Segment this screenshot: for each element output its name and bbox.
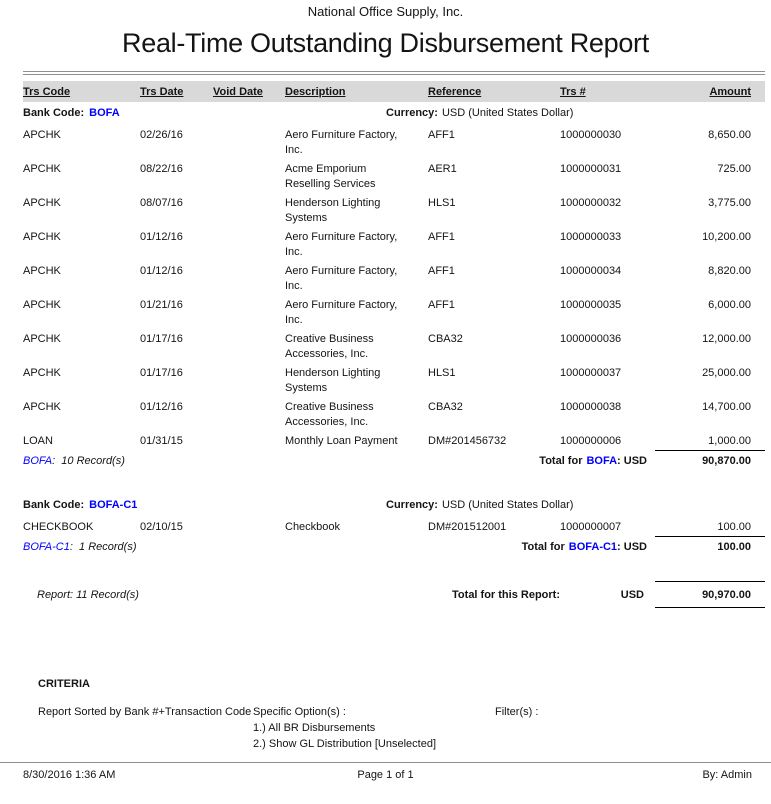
bank-group xyxy=(23,494,765,553)
cell-reference: HLS1 xyxy=(428,367,456,379)
cell-void-date xyxy=(213,264,285,294)
criteria-option: 2.) Show GL Distribution [Unselected] xyxy=(253,738,437,750)
cell-trs-number: 1000000037 xyxy=(560,367,622,379)
cell-trs-number: 1000000036 xyxy=(560,333,622,345)
subtotal-amount: 90,870.00 xyxy=(655,450,765,467)
currency-label: Currency: xyxy=(386,499,438,511)
cell-amount: 10,200.00 xyxy=(702,231,751,243)
company-name: National Office Supply, Inc. xyxy=(307,4,464,19)
criteria-sort-description: Report Sorted by Bank #+Transaction Code xyxy=(38,706,252,718)
cell-trs-date: 02/10/15 xyxy=(140,521,183,533)
cell-void-date xyxy=(213,520,285,535)
cell-trs-code: APCHK xyxy=(23,401,61,413)
transaction-row xyxy=(23,260,765,294)
cell-amount: 1,000.00 xyxy=(708,435,751,447)
cell-trs-date: 01/31/15 xyxy=(140,435,183,447)
cell-void-date xyxy=(213,162,285,192)
cell-reference: HLS1 xyxy=(428,197,456,209)
cell-trs-code: CHECKBOOK xyxy=(23,521,94,533)
transaction-row xyxy=(23,362,765,396)
cell-trs-date: 08/22/16 xyxy=(140,163,183,175)
cell-description: Aero Furniture Factory, Inc. xyxy=(285,231,398,258)
column-header-amount[interactable]: Amount xyxy=(709,85,751,98)
cell-description: Henderson Lighting Systems xyxy=(285,367,381,394)
footer-page-number: Page 1 of 1 xyxy=(357,769,414,781)
subtotal-amount: 100.00 xyxy=(655,536,765,553)
cell-description: Creative Business Accessories, Inc. xyxy=(285,333,374,360)
bank-subtotal-row xyxy=(23,536,765,553)
column-header-void-date[interactable]: Void Date xyxy=(213,85,263,98)
page-footer xyxy=(0,762,771,781)
criteria-specific-options xyxy=(253,704,495,752)
cell-description: Creative Business Accessories, Inc. xyxy=(285,401,374,428)
bank-code-link[interactable]: BOFA-C1 xyxy=(89,499,138,511)
cell-reference: DM#201512001 xyxy=(428,521,507,533)
cell-void-date xyxy=(213,128,285,158)
transaction-row xyxy=(23,516,765,535)
cell-description: Aero Furniture Factory, Inc. xyxy=(285,129,398,156)
subtotal-total-suffix: : USD xyxy=(617,455,647,467)
cell-amount: 8,820.00 xyxy=(708,265,751,277)
cell-trs-code: APCHK xyxy=(23,367,61,379)
report-total-amount: 90,970.00 xyxy=(655,581,765,608)
table-header-row xyxy=(23,81,765,102)
column-header-trs-code[interactable]: Trs Code xyxy=(23,85,71,98)
cell-trs-number: 1000000035 xyxy=(560,299,622,311)
cell-reference: CBA32 xyxy=(428,401,463,413)
cell-trs-code: APCHK xyxy=(23,163,61,175)
transaction-rows xyxy=(23,516,765,535)
cell-description: Henderson Lighting Systems xyxy=(285,197,381,224)
transaction-row xyxy=(23,158,765,192)
cell-void-date xyxy=(213,434,285,449)
cell-void-date xyxy=(213,332,285,362)
cell-amount: 3,775.00 xyxy=(708,197,751,209)
cell-amount: 25,000.00 xyxy=(702,367,751,379)
subtotal-total-prefix: Total for xyxy=(539,455,583,467)
cell-trs-code: APCHK xyxy=(23,299,61,311)
cell-amount: 8,650.00 xyxy=(708,129,751,141)
transaction-row xyxy=(23,294,765,328)
cell-description: Checkbook xyxy=(285,521,341,533)
cell-amount: 14,700.00 xyxy=(702,401,751,413)
title-divider xyxy=(23,71,765,75)
cell-trs-date: 01/12/16 xyxy=(140,401,183,413)
subtotal-total-bank-code[interactable]: BOFA xyxy=(586,455,618,467)
cell-amount: 100.00 xyxy=(717,521,751,533)
cell-reference: DM#201456732 xyxy=(428,435,507,447)
cell-trs-number: 1000000034 xyxy=(560,265,622,277)
cell-void-date xyxy=(213,298,285,328)
subtotal-record-count: : 1 Record(s) xyxy=(69,541,137,553)
cell-trs-number: 1000000006 xyxy=(560,435,622,447)
cell-reference: CBA32 xyxy=(428,333,463,345)
cell-description: Acme Emporium Reselling Services xyxy=(285,163,376,190)
report-total-currency: USD xyxy=(620,589,644,601)
currency-value: USD (United States Dollar) xyxy=(441,107,574,119)
cell-amount: 12,000.00 xyxy=(702,333,751,345)
footer-user: By: Admin xyxy=(702,769,752,781)
transaction-row xyxy=(23,328,765,362)
cell-amount: 6,000.00 xyxy=(708,299,751,311)
cell-void-date xyxy=(213,366,285,396)
cell-description: Aero Furniture Factory, Inc. xyxy=(285,265,398,292)
bank-groups xyxy=(23,102,765,553)
column-header-trs-date[interactable]: Trs Date xyxy=(140,85,184,98)
column-header-trs-number[interactable]: Trs # xyxy=(560,85,586,98)
bank-group xyxy=(23,102,765,467)
transaction-row xyxy=(23,226,765,260)
cell-trs-code: APCHK xyxy=(23,265,61,277)
cell-trs-date: 02/26/16 xyxy=(140,129,183,141)
cell-reference: AFF1 xyxy=(428,265,455,277)
currency-label: Currency: xyxy=(386,107,438,119)
transaction-rows xyxy=(23,124,765,449)
bank-code-link[interactable]: BOFA xyxy=(89,107,120,119)
subtotal-total-bank-code[interactable]: BOFA-C1 xyxy=(568,541,618,553)
subtotal-record-count: : 10 Record(s) xyxy=(52,455,125,467)
cell-trs-date: 01/17/16 xyxy=(140,367,183,379)
column-header-reference[interactable]: Reference xyxy=(428,85,482,98)
cell-trs-number: 1000000007 xyxy=(560,521,622,533)
bank-subtotal-row xyxy=(23,450,765,467)
cell-void-date xyxy=(213,230,285,260)
transaction-row xyxy=(23,192,765,226)
cell-trs-date: 08/07/16 xyxy=(140,197,183,209)
footer-datetime: 8/30/2016 1:36 AM xyxy=(23,769,116,781)
cell-trs-code: APCHK xyxy=(23,231,61,243)
cell-trs-date: 01/21/16 xyxy=(140,299,183,311)
cell-reference: AFF1 xyxy=(428,231,455,243)
criteria-filters-label: Filter(s) : xyxy=(495,706,539,718)
cell-reference: AFF1 xyxy=(428,129,455,141)
subtotal-total-prefix: Total for xyxy=(521,541,565,553)
cell-void-date xyxy=(213,196,285,226)
report-title: Real-Time Outstanding Disbursement Report xyxy=(122,28,649,58)
cell-trs-number: 1000000033 xyxy=(560,231,622,243)
report-total-row xyxy=(23,581,765,608)
transaction-row xyxy=(23,396,765,430)
cell-trs-number: 1000000032 xyxy=(560,197,622,209)
cell-reference: AER1 xyxy=(428,163,457,175)
subtotal-total-suffix: : USD xyxy=(617,541,647,553)
criteria-section xyxy=(23,678,765,752)
criteria-option: 1.) All BR Disbursements xyxy=(253,722,376,734)
cell-reference: AFF1 xyxy=(428,299,455,311)
cell-description: Aero Furniture Factory, Inc. xyxy=(285,299,398,326)
transaction-row xyxy=(23,124,765,158)
cell-amount: 725.00 xyxy=(717,163,751,175)
cell-trs-date: 01/12/16 xyxy=(140,231,183,243)
criteria-heading: CRITERIA xyxy=(38,678,90,690)
subtotal-bank-code[interactable]: BOFA xyxy=(23,455,53,467)
column-header-description[interactable]: Description xyxy=(285,85,346,98)
bank-code-label: Bank Code: xyxy=(23,499,85,511)
cell-trs-date: 01/17/16 xyxy=(140,333,183,345)
cell-trs-number: 1000000031 xyxy=(560,163,622,175)
cell-trs-code: APCHK xyxy=(23,197,61,209)
report-total-label: Total for this Report: xyxy=(452,589,560,601)
report-record-count: Report: 11 Record(s) xyxy=(37,589,139,601)
cell-void-date xyxy=(213,400,285,430)
subtotal-bank-code[interactable]: BOFA-C1 xyxy=(23,541,70,553)
cell-trs-code: APCHK xyxy=(23,333,61,345)
currency-value: USD (United States Dollar) xyxy=(441,499,574,511)
bank-code-label: Bank Code: xyxy=(23,107,85,119)
cell-trs-date: 01/12/16 xyxy=(140,265,183,277)
cell-trs-number: 1000000038 xyxy=(560,401,622,413)
cell-trs-code: APCHK xyxy=(23,129,61,141)
cell-description: Monthly Loan Payment xyxy=(285,435,398,447)
cell-trs-number: 1000000030 xyxy=(560,129,622,141)
criteria-options-label: Specific Option(s) : xyxy=(253,706,346,718)
cell-trs-code: LOAN xyxy=(23,435,53,447)
bank-code-line xyxy=(23,494,765,516)
bank-code-line xyxy=(23,102,765,124)
transaction-row xyxy=(23,430,765,449)
criteria-options-list xyxy=(253,720,495,752)
